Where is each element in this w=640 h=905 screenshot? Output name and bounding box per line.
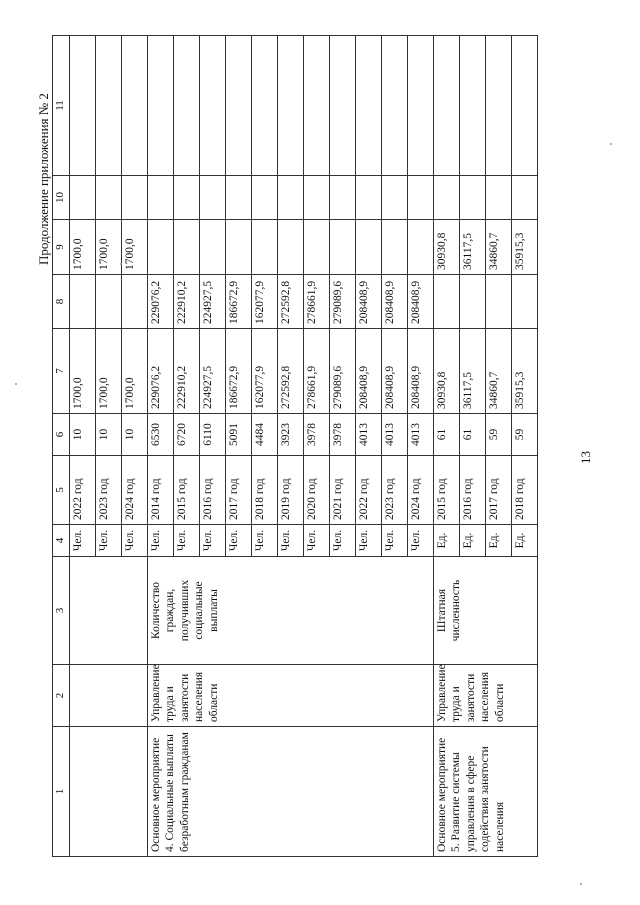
column-number: 11	[53, 36, 70, 176]
value-cell-7: 222910,2	[174, 329, 200, 414]
unit-cell: Чел.	[356, 525, 382, 557]
unit-cell: Чел.	[122, 525, 148, 557]
empty-cell-10	[434, 176, 460, 220]
empty-cell-10	[148, 176, 174, 220]
value-cell-6: 6720	[174, 414, 200, 456]
unit-cell: Ед.	[434, 525, 460, 557]
unit-cell: Чел.	[382, 525, 408, 557]
value-cell-6: 59	[486, 414, 512, 456]
value-cell-8: 229076,2	[148, 275, 174, 329]
value-cell-7: 224927,5	[200, 329, 226, 414]
empty-cell-11	[70, 36, 96, 176]
empty-cell-11	[512, 36, 538, 176]
value-cell-6: 10	[70, 414, 96, 456]
empty-cell-11	[96, 36, 122, 176]
unit-cell: Чел.	[226, 525, 252, 557]
value-cell-8	[70, 275, 96, 329]
unit-cell: Чел.	[278, 525, 304, 557]
value-cell-7: 34860,7	[486, 329, 512, 414]
empty-cell-10	[512, 176, 538, 220]
empty-cell-11	[486, 36, 512, 176]
unit-cell: Чел.	[96, 525, 122, 557]
empty-cell-10	[122, 176, 148, 220]
empty-cell-11	[148, 36, 174, 176]
empty-cell-11	[122, 36, 148, 176]
value-cell-7: 208408,9	[408, 329, 434, 414]
scan-speck	[15, 383, 17, 385]
value-cell-6: 4013	[356, 414, 382, 456]
column-number: 9	[53, 220, 70, 275]
column-number: 7	[53, 329, 70, 414]
empty-cell-11	[460, 36, 486, 176]
value-cell-6: 59	[512, 414, 538, 456]
column-number: 8	[53, 275, 70, 329]
value-cell-6: 5091	[226, 414, 252, 456]
year-cell: 2016 год	[200, 456, 226, 525]
value-cell-7: 35915,3	[512, 329, 538, 414]
empty-cell-10	[382, 176, 408, 220]
empty-cell-11	[278, 36, 304, 176]
value-cell-8: 222910,2	[174, 275, 200, 329]
value-cell-7: 30930,8	[434, 329, 460, 414]
measure-name: Основное мероприятие 5. Развитие системы управления в сфере содействия занятости населения	[434, 727, 538, 857]
column-number: 6	[53, 414, 70, 456]
measure-indicator: Штатная численность	[434, 557, 538, 665]
measure-indicator: Количество граждан, получивших социальные выплаты	[148, 557, 434, 665]
value-cell-7: 229076,2	[148, 329, 174, 414]
value-cell-9: 1700,0	[96, 220, 122, 275]
value-cell-7: 208408,9	[356, 329, 382, 414]
value-cell-9: 34860,7	[486, 220, 512, 275]
value-cell-6: 4013	[408, 414, 434, 456]
value-cell-9	[278, 220, 304, 275]
value-cell-8	[96, 275, 122, 329]
value-cell-8	[486, 275, 512, 329]
year-cell: 2018 год	[252, 456, 278, 525]
unit-cell: Чел.	[252, 525, 278, 557]
column-number-row	[53, 36, 70, 857]
year-cell: 2015 год	[174, 456, 200, 525]
scan-speck	[580, 883, 582, 885]
empty-cell-10	[460, 176, 486, 220]
year-cell: 2016 год	[460, 456, 486, 525]
value-cell-6: 10	[96, 414, 122, 456]
value-cell-8	[434, 275, 460, 329]
year-cell: 2015 год	[434, 456, 460, 525]
continuation-heading: Продолжение приложения № 2	[36, 93, 51, 265]
empty-cell-11	[200, 36, 226, 176]
scan-speck	[610, 143, 612, 145]
value-cell-9	[330, 220, 356, 275]
value-cell-6: 6110	[200, 414, 226, 456]
empty-col-1	[70, 727, 148, 857]
value-cell-7: 208408,9	[382, 329, 408, 414]
value-cell-9	[382, 220, 408, 275]
column-number: 1	[53, 727, 70, 857]
empty-cell-10	[408, 176, 434, 220]
unit-cell: Ед.	[486, 525, 512, 557]
value-cell-9: 30930,8	[434, 220, 460, 275]
value-cell-8: 208408,9	[382, 275, 408, 329]
value-cell-9	[200, 220, 226, 275]
year-cell: 2022 год	[70, 456, 96, 525]
value-cell-9	[356, 220, 382, 275]
value-cell-6: 10	[122, 414, 148, 456]
value-cell-8: 272592,8	[278, 275, 304, 329]
year-cell: 2022 год	[356, 456, 382, 525]
year-cell: 2019 год	[278, 456, 304, 525]
value-cell-7: 162077,9	[252, 329, 278, 414]
value-cell-9	[408, 220, 434, 275]
value-cell-6: 3923	[278, 414, 304, 456]
year-cell: 2024 год	[122, 456, 148, 525]
value-cell-9	[174, 220, 200, 275]
value-cell-6: 61	[460, 414, 486, 456]
value-cell-9	[252, 220, 278, 275]
year-cell: 2020 год	[304, 456, 330, 525]
value-cell-6: 6530	[148, 414, 174, 456]
value-cell-9: 1700,0	[122, 220, 148, 275]
value-cell-9: 1700,0	[70, 220, 96, 275]
empty-cell-11	[226, 36, 252, 176]
empty-cell-10	[174, 176, 200, 220]
empty-cell-10	[486, 176, 512, 220]
empty-cell-11	[304, 36, 330, 176]
empty-cell-10	[304, 176, 330, 220]
value-cell-7: 36117,5	[460, 329, 486, 414]
value-cell-9	[304, 220, 330, 275]
empty-cell-11	[330, 36, 356, 176]
year-cell: 2017 год	[486, 456, 512, 525]
value-cell-7: 1700,0	[122, 329, 148, 414]
empty-col-2	[70, 665, 148, 727]
empty-cell-11	[252, 36, 278, 176]
unit-cell: Чел.	[408, 525, 434, 557]
empty-cell-10	[252, 176, 278, 220]
value-cell-7: 279089,6	[330, 329, 356, 414]
empty-cell-10	[330, 176, 356, 220]
empty-cell-10	[226, 176, 252, 220]
value-cell-7: 272592,8	[278, 329, 304, 414]
empty-cell-10	[200, 176, 226, 220]
empty-col-3	[70, 557, 148, 665]
value-cell-6: 3978	[330, 414, 356, 456]
value-cell-6: 3978	[304, 414, 330, 456]
year-cell: 2021 год	[330, 456, 356, 525]
appendix-table	[52, 35, 538, 857]
value-cell-8: 208408,9	[356, 275, 382, 329]
value-cell-9: 35915,3	[512, 220, 538, 275]
year-cell: 2018 год	[512, 456, 538, 525]
empty-cell-10	[356, 176, 382, 220]
column-number: 2	[53, 665, 70, 727]
year-cell: 2014 год	[148, 456, 174, 525]
value-cell-8: 278661,9	[304, 275, 330, 329]
value-cell-8	[512, 275, 538, 329]
value-cell-6: 4484	[252, 414, 278, 456]
value-cell-7: 186672,9	[226, 329, 252, 414]
measure-executor: Управление труда и занятости населения области	[148, 665, 434, 727]
value-cell-8: 208408,9	[408, 275, 434, 329]
value-cell-8: 224927,5	[200, 275, 226, 329]
year-cell: 2023 год	[382, 456, 408, 525]
value-cell-8: 186672,9	[226, 275, 252, 329]
value-cell-9	[148, 220, 174, 275]
column-number: 5	[53, 456, 70, 525]
value-cell-9: 36117,5	[460, 220, 486, 275]
scan-speck	[120, 263, 122, 265]
empty-cell-10	[278, 176, 304, 220]
column-number: 3	[53, 557, 70, 665]
year-cell: 2023 год	[96, 456, 122, 525]
empty-cell-11	[356, 36, 382, 176]
value-cell-7: 278661,9	[304, 329, 330, 414]
value-cell-6: 4013	[382, 414, 408, 456]
unit-cell: Чел.	[330, 525, 356, 557]
table-row	[148, 36, 174, 857]
empty-cell-11	[434, 36, 460, 176]
unit-cell: Ед.	[460, 525, 486, 557]
value-cell-8: 162077,9	[252, 275, 278, 329]
year-cell: 2017 год	[226, 456, 252, 525]
unit-cell: Чел.	[174, 525, 200, 557]
unit-cell: Чел.	[148, 525, 174, 557]
unit-cell: Чел.	[200, 525, 226, 557]
year-cell: 2024 год	[408, 456, 434, 525]
page-number: 13	[578, 451, 593, 464]
value-cell-8	[122, 275, 148, 329]
empty-cell-10	[96, 176, 122, 220]
empty-cell-11	[408, 36, 434, 176]
value-cell-6: 61	[434, 414, 460, 456]
measure-executor: Управление труда и занятости населения области	[434, 665, 538, 727]
table-row	[434, 36, 460, 857]
value-cell-9	[226, 220, 252, 275]
unit-cell: Чел.	[304, 525, 330, 557]
value-cell-8	[460, 275, 486, 329]
empty-cell-11	[382, 36, 408, 176]
empty-cell-11	[174, 36, 200, 176]
unit-cell: Ед.	[512, 525, 538, 557]
table-row	[70, 36, 96, 857]
unit-cell: Чел.	[70, 525, 96, 557]
column-number: 10	[53, 176, 70, 220]
value-cell-7: 1700,0	[70, 329, 96, 414]
measure-name: Основное мероприятие 4. Социальные выплаты безработным гражданам	[148, 727, 434, 857]
value-cell-8: 279089,6	[330, 275, 356, 329]
empty-cell-10	[70, 176, 96, 220]
value-cell-7: 1700,0	[96, 329, 122, 414]
column-number: 4	[53, 525, 70, 557]
